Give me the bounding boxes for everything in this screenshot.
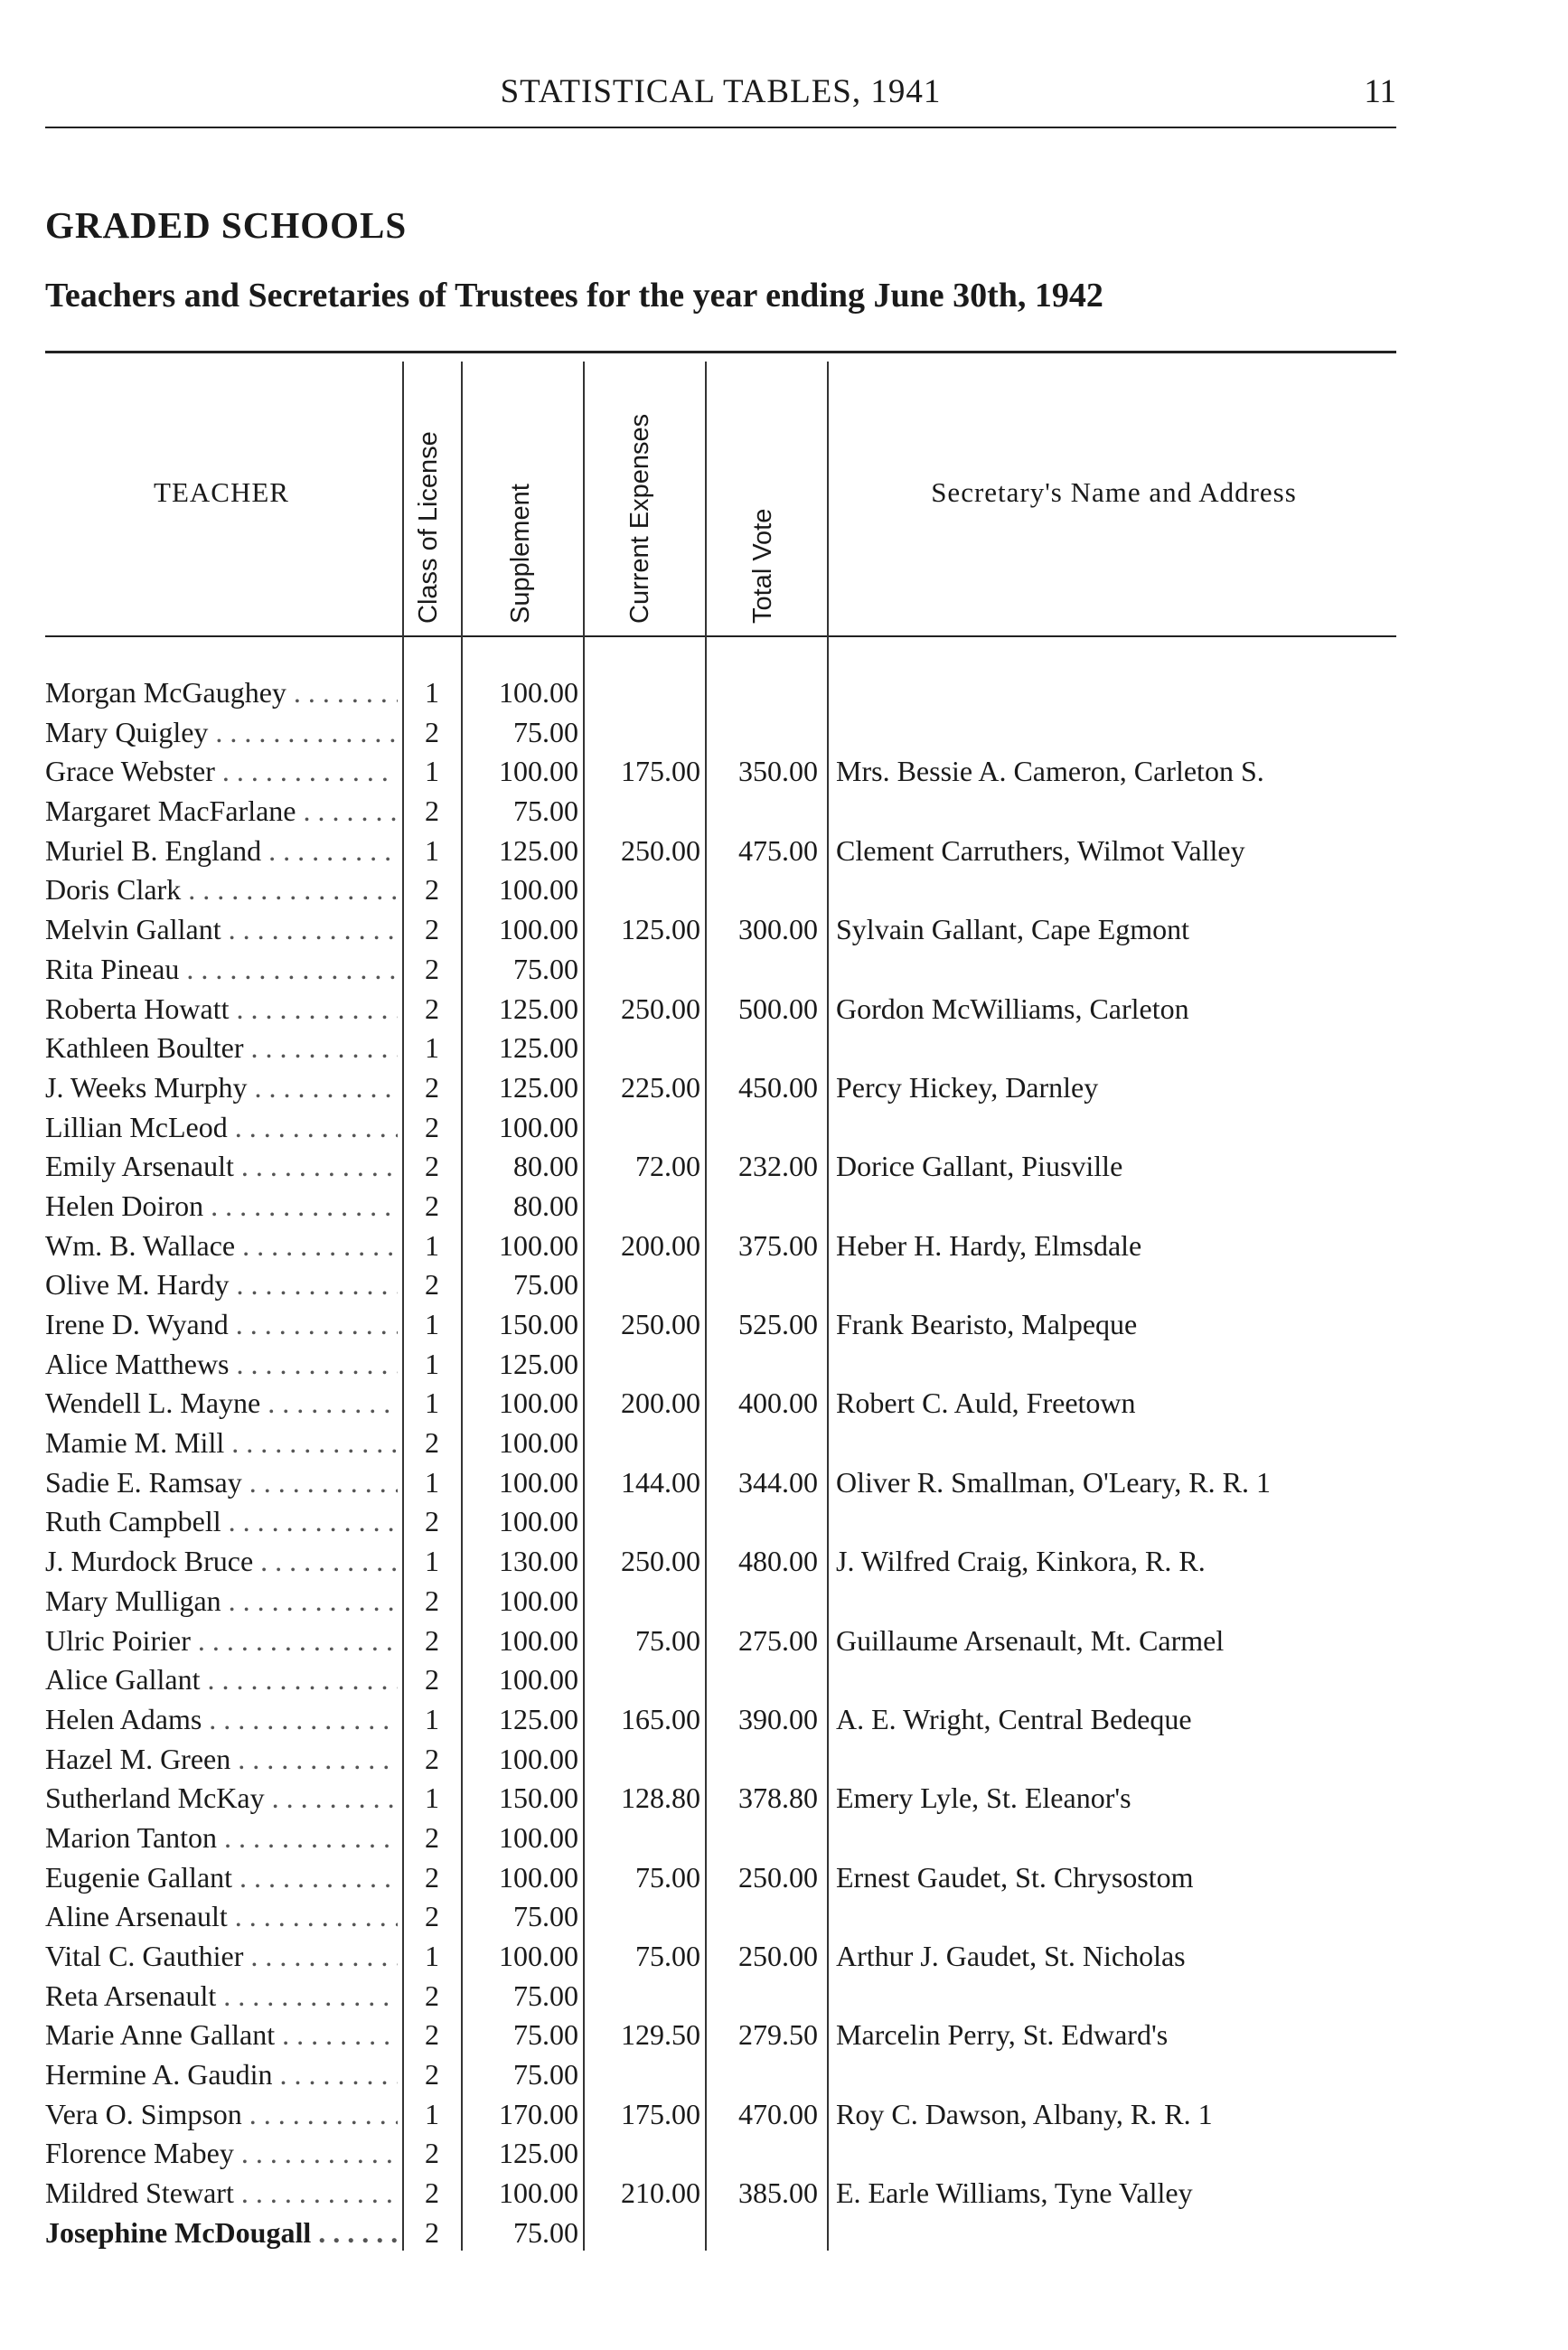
teacher-name: Vera O. Simpson . . . bbox=[45, 2095, 398, 2135]
class-of-license: 2 bbox=[425, 2018, 439, 2052]
total-vote-amount: 344.00 bbox=[738, 1465, 818, 1499]
supplement-amount: 100.00 bbox=[499, 1228, 578, 1262]
supplement-amount: 75.00 bbox=[513, 1979, 578, 2012]
class-of-license: 2 bbox=[425, 2137, 439, 2170]
supplement-amount: 170.00 bbox=[499, 2097, 578, 2130]
supplement-amount: 80.00 bbox=[513, 1150, 578, 1183]
total-vote-amount: 450.00 bbox=[738, 1070, 818, 1104]
table-row bbox=[0, 1937, 1568, 1977]
class-of-license: 1 bbox=[425, 1545, 439, 1578]
table-row bbox=[0, 2055, 1568, 2095]
class-of-license: 2 bbox=[425, 2215, 439, 2249]
teacher-name: Mary Mulligan . . . bbox=[45, 1582, 398, 1622]
table-row bbox=[0, 832, 1568, 871]
secretary-name-address: A. E. Wright, Central Bedeque bbox=[836, 1702, 1192, 1735]
teacher-name: J. Weeks Murphy . . . bbox=[45, 1068, 398, 1108]
secretary-name-address: Frank Bearisto, Malpeque bbox=[836, 1308, 1138, 1340]
table-row bbox=[0, 1108, 1568, 1148]
total-vote-amount: 385.00 bbox=[738, 2176, 818, 2210]
secretary-name-address: Mrs. Bessie A. Cameron, Carleton S. bbox=[836, 755, 1264, 788]
class-of-license: 2 bbox=[425, 715, 439, 748]
supplement-amount: 75.00 bbox=[513, 2058, 578, 2092]
table-header-rule bbox=[45, 635, 1396, 637]
teacher-name: Mamie M. Mill . . . bbox=[45, 1424, 398, 1463]
supplement-amount: 100.00 bbox=[499, 913, 578, 946]
class-of-license: 2 bbox=[425, 1426, 439, 1460]
class-of-license: 2 bbox=[425, 1742, 439, 1775]
current-expenses-amount: 200.00 bbox=[621, 1228, 700, 1262]
teacher-name: Mildred Stewart . . . bbox=[45, 2174, 398, 2214]
table-row bbox=[0, 2016, 1568, 2055]
current-expenses-amount: 72.00 bbox=[635, 1150, 700, 1183]
table-row bbox=[0, 2095, 1568, 2135]
table-row bbox=[0, 1622, 1568, 1661]
teacher-name: Marion Tanton . . . bbox=[45, 1819, 398, 1858]
table-row bbox=[0, 1779, 1568, 1819]
class-of-license: 1 bbox=[425, 2097, 439, 2130]
secretary-name-address: Clement Carruthers, Wilmot Valley bbox=[836, 833, 1245, 867]
total-vote-amount: 525.00 bbox=[738, 1308, 818, 1340]
class-of-license: 1 bbox=[425, 1228, 439, 1262]
class-of-license: 2 bbox=[425, 992, 439, 1025]
supplement-amount: 100.00 bbox=[499, 1860, 578, 1894]
teacher-name: Wm. B. Wallace . . . bbox=[45, 1227, 398, 1266]
class-of-license: 2 bbox=[425, 1623, 439, 1657]
table-row bbox=[0, 1265, 1568, 1305]
current-expenses-amount: 175.00 bbox=[621, 755, 700, 788]
supplement-amount: 125.00 bbox=[499, 1070, 578, 1104]
supplement-amount: 75.00 bbox=[513, 2215, 578, 2249]
supplement-amount: 125.00 bbox=[499, 1031, 578, 1065]
class-of-license: 2 bbox=[425, 1070, 439, 1104]
supplement-amount: 100.00 bbox=[499, 1663, 578, 1697]
total-vote-column-header: Total Vote bbox=[748, 508, 777, 624]
current-expenses-amount: 175.00 bbox=[621, 2097, 700, 2130]
table-row bbox=[0, 1345, 1568, 1385]
supplement-amount: 75.00 bbox=[513, 952, 578, 985]
table-row bbox=[0, 1384, 1568, 1424]
teacher-name: Grace Webster . . . bbox=[45, 752, 398, 792]
teacher-name: Alice Gallant . . . bbox=[45, 1660, 398, 1700]
class-of-license: 2 bbox=[425, 1584, 439, 1617]
teacher-column-header: TEACHER bbox=[154, 476, 289, 508]
table-subtitle: Teachers and Secretaries of Trustees for the year ending June 30th, 1942 bbox=[45, 277, 1103, 315]
supplement-amount: 100.00 bbox=[499, 1426, 578, 1460]
teacher-name: Kathleen Boulter . . . bbox=[45, 1029, 398, 1068]
class-of-license: 1 bbox=[425, 833, 439, 867]
supplement-amount: 100.00 bbox=[499, 1505, 578, 1538]
teacher-name: Lillian McLeod . . . bbox=[45, 1108, 398, 1148]
table-top-rule bbox=[45, 351, 1396, 353]
teacher-name: Marie Anne Gallant . . . bbox=[45, 2016, 398, 2055]
table-row bbox=[0, 1660, 1568, 1700]
class-of-license: 1 bbox=[425, 676, 439, 709]
section-title: GRADED SCHOOLS bbox=[45, 204, 408, 246]
table-row bbox=[0, 1463, 1568, 1503]
class-of-license: 1 bbox=[425, 755, 439, 788]
table-row bbox=[0, 1187, 1568, 1227]
teacher-name: Ruth Campbell . . . bbox=[45, 1502, 398, 1542]
class-of-license: 2 bbox=[425, 873, 439, 907]
supplement-amount: 150.00 bbox=[499, 1781, 578, 1815]
teacher-name: Muriel B. England . . . bbox=[45, 832, 398, 871]
total-vote-amount: 350.00 bbox=[738, 755, 818, 788]
secretary-name-address: Ernest Gaudet, St. Chrysostom bbox=[836, 1860, 1194, 1894]
table-row bbox=[0, 2174, 1568, 2214]
supplement-amount: 125.00 bbox=[499, 833, 578, 867]
teacher-name: Florence Mabey . . . bbox=[45, 2134, 398, 2174]
table-row bbox=[0, 1897, 1568, 1937]
secretary-name-address: Guillaume Arsenault, Mt. Carmel bbox=[836, 1623, 1225, 1657]
current-expenses-amount: 200.00 bbox=[621, 1386, 700, 1420]
running-title: STATISTICAL TABLES, 1941 bbox=[500, 73, 942, 110]
total-vote-amount: 279.50 bbox=[738, 2018, 818, 2052]
class-of-license: 1 bbox=[425, 1940, 439, 1972]
total-vote-amount: 475.00 bbox=[738, 833, 818, 867]
teacher-name: Josephine McDougall . . . bbox=[45, 2214, 398, 2253]
teacher-name: Sutherland McKay . . . bbox=[45, 1779, 398, 1819]
table-row bbox=[0, 1740, 1568, 1780]
supplement-amount: 75.00 bbox=[513, 715, 578, 748]
current-expenses-amount: 250.00 bbox=[621, 833, 700, 867]
class-of-license: 2 bbox=[425, 1820, 439, 1854]
supplement-amount: 100.00 bbox=[499, 2176, 578, 2210]
total-vote-amount: 300.00 bbox=[738, 913, 818, 946]
total-vote-amount: 232.00 bbox=[738, 1150, 818, 1183]
secretary-name-address: J. Wilfred Craig, Kinkora, R. R. bbox=[836, 1545, 1206, 1578]
total-vote-amount: 470.00 bbox=[738, 2097, 818, 2130]
secretary-name-address: Oliver R. Smallman, O'Leary, R. R. 1 bbox=[836, 1465, 1271, 1499]
supplement-amount: 100.00 bbox=[499, 676, 578, 709]
supplement-amount: 100.00 bbox=[499, 873, 578, 907]
table-row bbox=[0, 1858, 1568, 1898]
table-row bbox=[0, 870, 1568, 910]
supplement-amount: 100.00 bbox=[499, 1623, 578, 1657]
secretary-name-address: Emery Lyle, St. Eleanor's bbox=[836, 1781, 1131, 1815]
class-of-license: 2 bbox=[425, 1860, 439, 1894]
secretary-name-address: Sylvain Gallant, Cape Egmont bbox=[836, 913, 1190, 946]
class-of-license: 1 bbox=[425, 1781, 439, 1815]
supplement-amount: 125.00 bbox=[499, 2137, 578, 2170]
teacher-name: Melvin Gallant . . . bbox=[45, 910, 398, 950]
teachers-table-body bbox=[0, 673, 1568, 2253]
class-of-license: 1 bbox=[425, 1031, 439, 1065]
secretary-name-address: E. Earle Williams, Tyne Valley bbox=[836, 2176, 1193, 2210]
total-vote-amount: 400.00 bbox=[738, 1386, 818, 1420]
secretary-name-address: Gordon McWilliams, Carleton bbox=[836, 992, 1189, 1025]
secretary-name-address: Heber H. Hardy, Elmsdale bbox=[836, 1228, 1142, 1262]
teacher-name: Reta Arsenault . . . bbox=[45, 1977, 398, 2016]
table-row bbox=[0, 1977, 1568, 2016]
table-row bbox=[0, 1700, 1568, 1740]
current-expenses-amount: 129.50 bbox=[621, 2018, 700, 2052]
teacher-name: Hermine A. Gaudin . . . bbox=[45, 2055, 398, 2095]
class-of-license-column-header: Class of License bbox=[414, 431, 443, 624]
secretary-name-address: Percy Hickey, Darnley bbox=[836, 1070, 1099, 1104]
teacher-name: Ulric Poirier . . . bbox=[45, 1622, 398, 1661]
current-expenses-amount: 210.00 bbox=[621, 2176, 700, 2210]
teacher-name: Mary Quigley . . . bbox=[45, 713, 398, 753]
supplement-column-header: Supplement bbox=[506, 484, 535, 624]
table-row bbox=[0, 673, 1568, 713]
class-of-license: 2 bbox=[425, 1189, 439, 1222]
table-row bbox=[0, 1424, 1568, 1463]
teacher-name: Morgan McGaughey . . . bbox=[45, 673, 398, 713]
table-row bbox=[0, 2214, 1568, 2253]
table-row bbox=[0, 1305, 1568, 1345]
current-expenses-amount: 165.00 bbox=[621, 1702, 700, 1735]
class-of-license: 1 bbox=[425, 1386, 439, 1420]
current-expenses-amount: 75.00 bbox=[635, 1860, 700, 1894]
supplement-amount: 80.00 bbox=[513, 1189, 578, 1222]
table-row bbox=[0, 1068, 1568, 1108]
total-vote-amount: 480.00 bbox=[738, 1545, 818, 1578]
secretary-name-address: Arthur J. Gaudet, St. Nicholas bbox=[836, 1940, 1186, 1972]
total-vote-amount: 275.00 bbox=[738, 1623, 818, 1657]
teacher-name: Vital C. Gauthier . . . bbox=[45, 1937, 398, 1977]
table-row bbox=[0, 1542, 1568, 1582]
class-of-license: 1 bbox=[425, 1308, 439, 1340]
table-row bbox=[0, 1227, 1568, 1266]
table-row bbox=[0, 1582, 1568, 1622]
secretary-name-address: Dorice Gallant, Piusville bbox=[836, 1150, 1123, 1183]
table-row bbox=[0, 2134, 1568, 2174]
current-expenses-amount: 250.00 bbox=[621, 1308, 700, 1340]
total-vote-amount: 378.80 bbox=[738, 1781, 818, 1815]
current-expenses-amount: 144.00 bbox=[621, 1465, 700, 1499]
teacher-name: Helen Doiron . . . bbox=[45, 1187, 398, 1227]
teacher-name: Sadie E. Ramsay . . . bbox=[45, 1463, 398, 1503]
supplement-amount: 100.00 bbox=[499, 755, 578, 788]
supplement-amount: 100.00 bbox=[499, 1110, 578, 1143]
current-expenses-amount: 225.00 bbox=[621, 1070, 700, 1104]
total-vote-amount: 250.00 bbox=[738, 1940, 818, 1972]
current-expenses-amount: 75.00 bbox=[635, 1623, 700, 1657]
page-number: 11 bbox=[1364, 73, 1396, 110]
class-of-license: 1 bbox=[425, 1702, 439, 1735]
teacher-name: Olive M. Hardy . . . bbox=[45, 1265, 398, 1305]
total-vote-amount: 250.00 bbox=[738, 1860, 818, 1894]
supplement-amount: 100.00 bbox=[499, 1820, 578, 1854]
teacher-name: Wendell L. Mayne . . . bbox=[45, 1384, 398, 1424]
page-header bbox=[45, 72, 1396, 128]
class-of-license: 2 bbox=[425, 1900, 439, 1933]
class-of-license: 2 bbox=[425, 1268, 439, 1302]
class-of-license: 2 bbox=[425, 794, 439, 828]
table-row bbox=[0, 1029, 1568, 1068]
class-of-license: 2 bbox=[425, 913, 439, 946]
class-of-license: 1 bbox=[425, 1465, 439, 1499]
class-of-license: 1 bbox=[425, 1347, 439, 1380]
supplement-amount: 130.00 bbox=[499, 1545, 578, 1578]
teacher-name: Hazel M. Green . . . bbox=[45, 1740, 398, 1780]
supplement-amount: 100.00 bbox=[499, 1465, 578, 1499]
supplement-amount: 100.00 bbox=[499, 1584, 578, 1617]
supplement-amount: 125.00 bbox=[499, 1702, 578, 1735]
supplement-amount: 75.00 bbox=[513, 1268, 578, 1302]
current-expenses-amount: 128.80 bbox=[621, 1781, 700, 1815]
table-row bbox=[0, 950, 1568, 990]
supplement-amount: 125.00 bbox=[499, 992, 578, 1025]
teacher-name: Aline Arsenault . . . bbox=[45, 1897, 398, 1937]
table-row bbox=[0, 752, 1568, 792]
class-of-license: 2 bbox=[425, 1979, 439, 2012]
teacher-name: Rita Pineau . . . bbox=[45, 950, 398, 990]
teacher-name: Alice Matthews . . . bbox=[45, 1345, 398, 1385]
class-of-license: 2 bbox=[425, 1110, 439, 1143]
table-row bbox=[0, 1147, 1568, 1187]
supplement-amount: 125.00 bbox=[499, 1347, 578, 1380]
supplement-amount: 150.00 bbox=[499, 1308, 578, 1340]
current-expenses-amount: 250.00 bbox=[621, 992, 700, 1025]
teacher-name: Helen Adams . . . bbox=[45, 1700, 398, 1740]
table-row bbox=[0, 910, 1568, 950]
class-of-license: 2 bbox=[425, 2176, 439, 2210]
teacher-name: Irene D. Wyand . . . bbox=[45, 1305, 398, 1345]
class-of-license: 2 bbox=[425, 1150, 439, 1183]
secretary-name-address: Roy C. Dawson, Albany, R. R. 1 bbox=[836, 2097, 1213, 2130]
teacher-name: Eugenie Gallant . . . bbox=[45, 1858, 398, 1898]
class-of-license: 2 bbox=[425, 2058, 439, 2092]
supplement-amount: 100.00 bbox=[499, 1386, 578, 1420]
supplement-amount: 75.00 bbox=[513, 1900, 578, 1933]
table-row bbox=[0, 1502, 1568, 1542]
secretary-column-header: Secretary's Name and Address bbox=[931, 476, 1297, 508]
current-expenses-amount: 125.00 bbox=[621, 913, 700, 946]
supplement-amount: 75.00 bbox=[513, 794, 578, 828]
total-vote-amount: 390.00 bbox=[738, 1702, 818, 1735]
table-row bbox=[0, 1819, 1568, 1858]
supplement-amount: 100.00 bbox=[499, 1742, 578, 1775]
total-vote-amount: 375.00 bbox=[738, 1228, 818, 1262]
class-of-license: 2 bbox=[425, 1663, 439, 1697]
current-expenses-amount: 75.00 bbox=[635, 1940, 700, 1972]
table-row bbox=[0, 713, 1568, 753]
total-vote-amount: 500.00 bbox=[738, 992, 818, 1025]
teacher-name: Margaret MacFarlane . . . bbox=[45, 792, 398, 832]
supplement-amount: 75.00 bbox=[513, 2018, 578, 2052]
teacher-name: Doris Clark . . . bbox=[45, 870, 398, 910]
teacher-name: J. Murdock Bruce . . . bbox=[45, 1542, 398, 1582]
current-expenses-amount: 250.00 bbox=[621, 1545, 700, 1578]
teacher-name: Emily Arsenault . . . bbox=[45, 1147, 398, 1187]
table-row bbox=[0, 792, 1568, 832]
class-of-license: 2 bbox=[425, 1505, 439, 1538]
secretary-name-address: Marcelin Perry, St. Edward's bbox=[836, 2018, 1169, 2052]
class-of-license: 2 bbox=[425, 952, 439, 985]
secretary-name-address: Robert C. Auld, Freetown bbox=[836, 1386, 1136, 1420]
supplement-amount: 100.00 bbox=[499, 1940, 578, 1972]
current-expenses-column-header: Current Expenses bbox=[625, 413, 654, 624]
teacher-name: Roberta Howatt . . . bbox=[45, 990, 398, 1029]
table-row bbox=[0, 990, 1568, 1029]
